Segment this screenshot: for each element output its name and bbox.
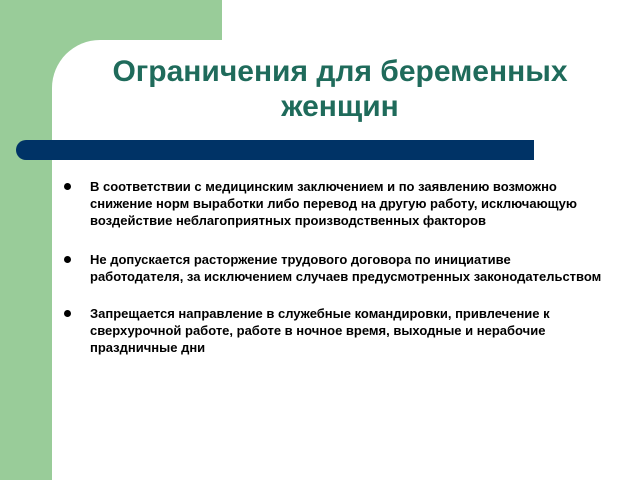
bullet-item-1 bbox=[64, 178, 604, 229]
bullet-dot-icon bbox=[64, 310, 71, 317]
bullet-item-2 bbox=[64, 251, 604, 285]
bullet-item-3 bbox=[64, 305, 604, 356]
decorative-green-strip bbox=[0, 0, 52, 480]
bullet-text-2: Не допускается расторжение трудового договора по инициативе работодателя, за исключением случаев предусмотренных законодательством bbox=[90, 252, 602, 284]
slide-title: Ограничения для беременных женщин bbox=[112, 55, 568, 123]
bullet-list bbox=[64, 178, 604, 378]
bullet-dot-icon bbox=[64, 256, 71, 263]
bullet-text-1: В соответствии с медицинским заключением и по заявлению возможно снижение норм выработки либо перевод на другую работу, исключающую воздействие неблагоприятных производственных факторов bbox=[90, 179, 577, 228]
bullet-text-3: Запрещается направление в служебные командировки, привлечение к сверхурочной работе, работе в ночное время, выходные и нерабочие праздничные дни bbox=[90, 306, 550, 355]
bullet-dot-icon bbox=[64, 183, 71, 190]
title-underline-bar bbox=[16, 140, 534, 160]
